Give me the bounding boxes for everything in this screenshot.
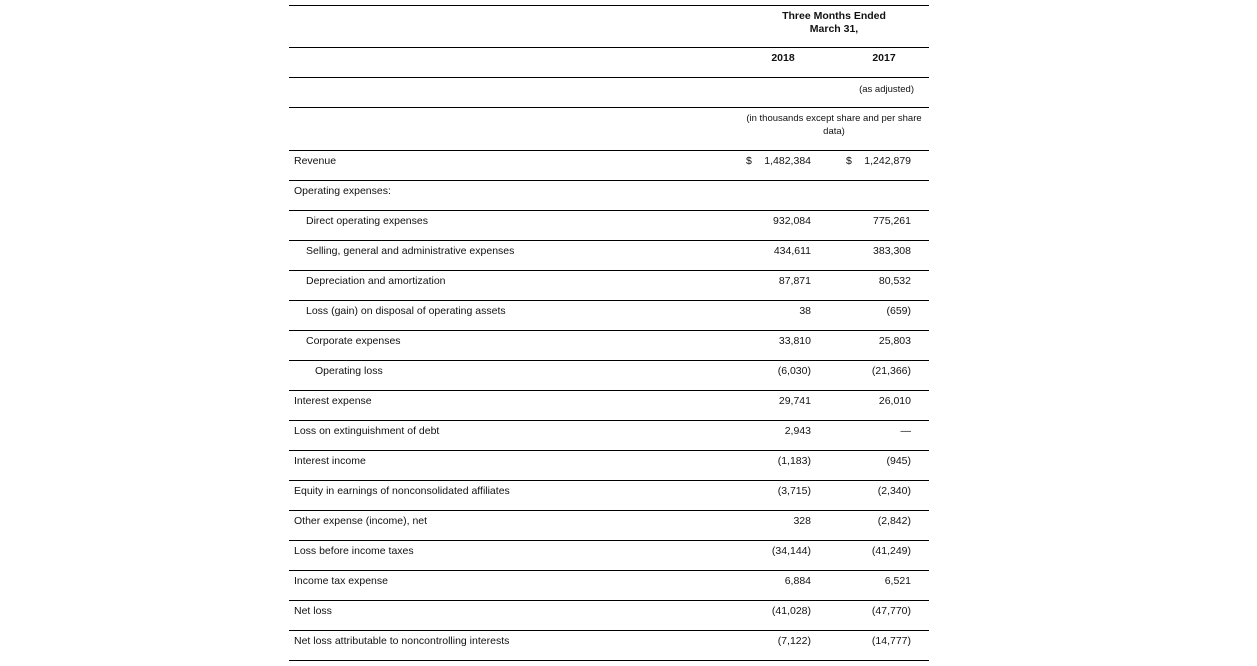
row-label: Depreciation and amortization — [306, 275, 446, 287]
value-2018: 2,943 — [784, 425, 811, 437]
value-2018: 1,482,384 — [764, 155, 811, 167]
currency-symbol-2018: $ — [746, 155, 752, 167]
row-rule — [289, 300, 929, 301]
value-2018: 6,884 — [784, 575, 811, 587]
units-note: (in thousands except share and per share data) — [746, 113, 922, 137]
as-adjusted-note: (as adjusted) — [859, 84, 914, 95]
value-2018: (41,028) — [771, 605, 811, 617]
row-label: Equity in earnings of nonconsolidated affiliates — [294, 485, 510, 497]
value-2017: 383,308 — [873, 245, 911, 257]
row-rule — [289, 570, 929, 571]
header-rule-1 — [289, 47, 929, 48]
row-label: Loss (gain) on disposal of operating assets — [306, 305, 506, 317]
header-rule-3 — [289, 107, 929, 108]
value-2017: 80,532 — [878, 275, 911, 287]
row-rule — [289, 660, 929, 661]
value-2018: (7,122) — [777, 635, 811, 647]
value-2017: 25,803 — [878, 335, 911, 347]
value-2017: (41,249) — [871, 545, 911, 557]
row-label: Loss before income taxes — [294, 545, 414, 557]
row-rule — [289, 480, 929, 481]
value-2018: 38 — [799, 305, 811, 317]
row-rule — [289, 450, 929, 451]
header-rule-4 — [289, 150, 929, 151]
value-2018: (3,715) — [777, 485, 811, 497]
row-rule — [289, 420, 929, 421]
value-2017: (14,777) — [871, 635, 911, 647]
row-label: Corporate expenses — [306, 335, 401, 347]
row-rule — [289, 390, 929, 391]
row-rule — [289, 540, 929, 541]
value-2018: (6,030) — [777, 365, 811, 377]
value-2018: 434,611 — [773, 245, 811, 257]
row-rule — [289, 510, 929, 511]
value-2017: 775,261 — [873, 215, 911, 227]
row-label: Interest income — [294, 455, 366, 467]
value-2018: 328 — [793, 515, 811, 527]
value-2018: (1,183) — [777, 455, 811, 467]
value-2017: 1,242,879 — [864, 155, 911, 167]
value-2017: 26,010 — [878, 395, 911, 407]
row-label: Loss on extinguishment of debt — [294, 425, 440, 437]
table-top-rule — [289, 5, 929, 6]
row-label: Selling, general and administrative expenses — [306, 245, 515, 257]
row-label: Income tax expense — [294, 575, 388, 587]
column-header-2017: 2017 — [872, 52, 896, 64]
row-label: Net loss — [294, 605, 332, 617]
value-2018: 33,810 — [778, 335, 811, 347]
value-2017: (945) — [886, 455, 911, 467]
column-header-2018: 2018 — [771, 52, 795, 64]
row-rule — [289, 180, 929, 181]
row-label: Revenue — [294, 155, 337, 167]
value-2017: (659) — [886, 305, 911, 317]
row-rule — [289, 270, 929, 271]
value-2017: (2,842) — [877, 515, 911, 527]
currency-symbol-2017: $ — [846, 155, 852, 167]
value-2017: — — [900, 425, 911, 437]
row-label: Direct operating expenses — [306, 215, 428, 227]
row-rule — [289, 240, 929, 241]
row-label: Other expense (income), net — [294, 515, 428, 527]
value-2017: (21,366) — [871, 365, 911, 377]
row-label: Net loss attributable to noncontrolling interests — [294, 635, 510, 647]
value-2017: (2,340) — [877, 485, 911, 497]
row-rule — [289, 360, 929, 361]
row-rule — [289, 330, 929, 331]
row-rule — [289, 210, 929, 211]
value-2018: 932,084 — [773, 215, 811, 227]
value-2018: 87,871 — [778, 275, 811, 287]
value-2018: (34,144) — [771, 545, 811, 557]
period-title: Three Months Ended March 31, — [782, 10, 886, 35]
row-label: Interest expense — [294, 395, 372, 407]
value-2017: (47,770) — [871, 605, 911, 617]
header-rule-2 — [289, 77, 929, 78]
value-2017: 6,521 — [884, 575, 911, 587]
row-label: Operating expenses: — [294, 185, 391, 197]
row-rule — [289, 600, 929, 601]
row-label: Operating loss — [315, 365, 383, 377]
value-2018: 29,741 — [778, 395, 811, 407]
row-rule — [289, 630, 929, 631]
